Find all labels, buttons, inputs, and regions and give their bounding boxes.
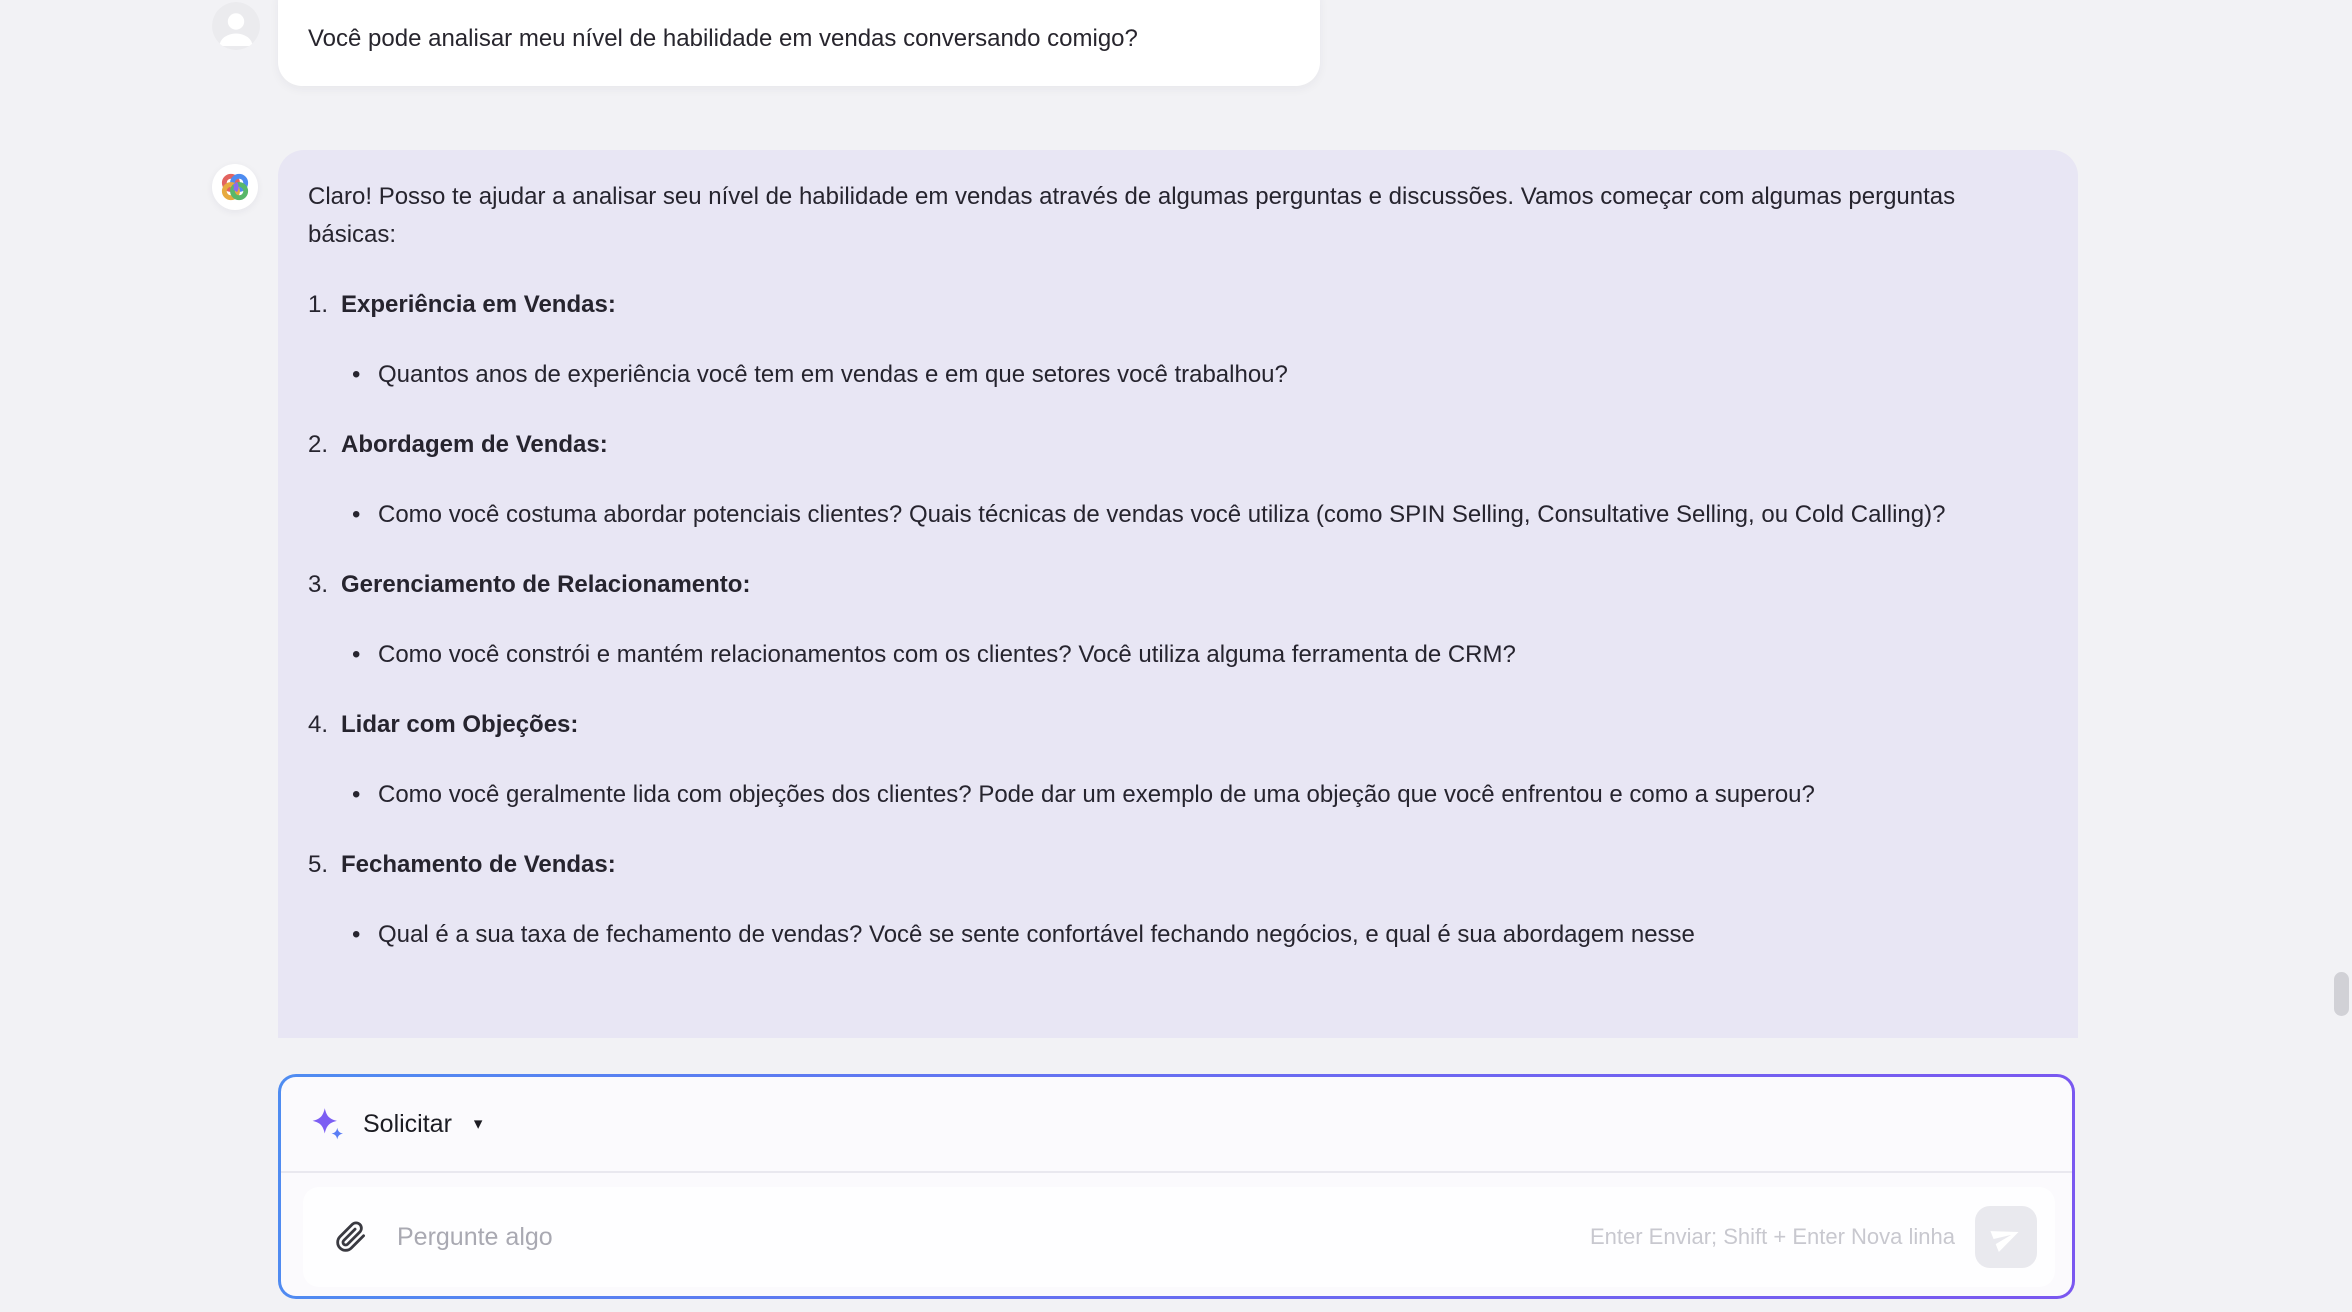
- bullet-dot: •: [352, 361, 361, 388]
- list-number: 5.: [308, 851, 329, 878]
- assistant-avatar: [212, 164, 258, 210]
- bullet-dot: •: [352, 501, 361, 528]
- list-item-title: Lidar com Objeções:: [341, 711, 579, 738]
- user-avatar: [212, 2, 260, 50]
- list-number: 4.: [308, 711, 329, 738]
- list-item-title: Fechamento de Vendas:: [341, 851, 616, 878]
- clover-logo-icon: [218, 170, 252, 204]
- list-number: 3.: [308, 571, 329, 598]
- bullet-text: Como você constrói e mantém relacionamentos com os clientes? Você utiliza alguma ferramenta de CRM?: [378, 641, 1516, 668]
- list-item-title: Gerenciamento de Relacionamento:: [341, 571, 751, 598]
- assistant-message-bubble: [278, 150, 2078, 1038]
- bullet-dot: •: [352, 921, 361, 948]
- scrollbar-thumb[interactable]: [2334, 972, 2349, 1016]
- message-input[interactable]: [303, 1187, 2055, 1287]
- list-item: [308, 846, 2048, 986]
- composer-divider: [281, 1171, 2072, 1173]
- attach-file-button[interactable]: [333, 1219, 369, 1255]
- bullet-dot: •: [352, 641, 361, 668]
- bullet-text: Quantos anos de experiência você tem em vendas e em que setores você trabalhou?: [378, 361, 1288, 388]
- send-plane-icon: [1986, 1217, 2025, 1256]
- list-item-title: Experiência em Vendas:: [341, 291, 616, 318]
- bullet-item: [341, 776, 2048, 814]
- user-message-text: Você pode analisar meu nível de habilidade em vendas conversando comigo?: [308, 25, 1138, 52]
- person-icon: [212, 2, 260, 50]
- send-button[interactable]: [1975, 1206, 2037, 1268]
- list-number: 2.: [308, 431, 329, 458]
- bullet-text: Qual é a sua taxa de fechamento de vendas? Você se sente confortável fechando negócios, e qual é sua abordagem nesse: [378, 921, 1695, 948]
- list-item-title: Abordagem de Vendas:: [341, 431, 608, 458]
- list-item: [308, 566, 2048, 706]
- list-item: [308, 426, 2048, 566]
- bullet-dot: •: [352, 781, 361, 808]
- list-number: 1.: [308, 291, 329, 318]
- bullet-item: [341, 916, 2048, 954]
- assistant-intro-text: Claro! Posso te ajudar a analisar seu nível de habilidade em vendas através de algumas perguntas e discussões. Vamos começar com algumas perguntas básicas:: [308, 183, 1956, 248]
- composer-panel: [278, 1074, 2075, 1299]
- bullet-item: [341, 496, 2048, 534]
- user-message-bubble: [278, 0, 1320, 86]
- keyboard-hint: Enter Enviar; Shift + Enter Nova linha: [1589, 1224, 1955, 1249]
- list-item: [308, 286, 2048, 426]
- bullet-text: Como você geralmente lida com objeções dos clientes? Pode dar um exemplo de uma objeção que você enfrentou e como a superou?: [378, 781, 1815, 808]
- composer-panel-inner: [281, 1077, 2072, 1296]
- bullet-item: [341, 356, 2048, 394]
- sparkle-icon: [311, 1106, 347, 1142]
- bullet-item: [341, 636, 2048, 674]
- bullet-text: Como você costuma abordar potenciais clientes? Quais técnicas de vendas você utiliza (como SPIN Selling, Consultative Selling, ou Cold Calling)?: [378, 501, 1946, 528]
- list-item: [308, 706, 2048, 846]
- mode-selector-dropdown[interactable]: [281, 1077, 2072, 1171]
- paperclip-icon: [335, 1221, 367, 1253]
- input-placeholder: Pergunte algo: [397, 1222, 553, 1251]
- mode-label: Solicitar: [363, 1109, 452, 1138]
- chevron-down-icon: ▾: [473, 1114, 483, 1133]
